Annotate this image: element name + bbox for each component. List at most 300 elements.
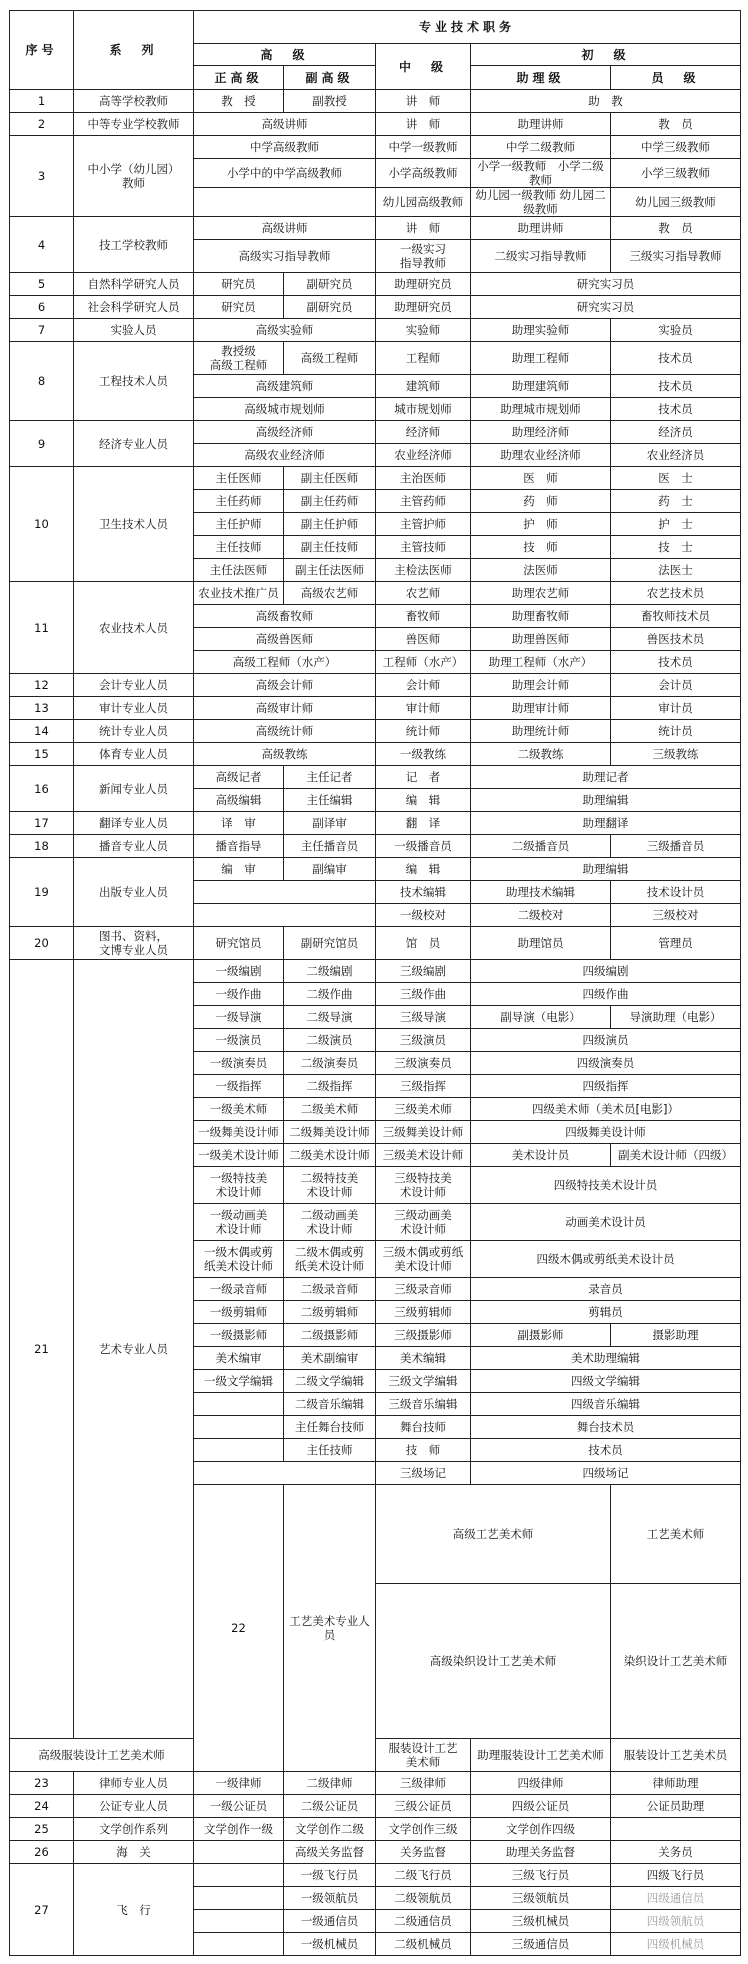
table-cell: 文学创作四级 (471, 1818, 611, 1841)
table-cell: 统计专业人员 (74, 720, 194, 743)
table-cell: 四级木偶或剪纸美术设计员 (471, 1241, 741, 1278)
table-cell: 飞 行 (74, 1864, 194, 1956)
table-cell: 副研究员 (284, 273, 376, 296)
table-cell: 海 关 (74, 1841, 194, 1864)
table-cell: 三级剪辑师 (376, 1301, 471, 1324)
header-senior: 高 级 (194, 44, 376, 66)
table-cell: 工艺美术师 (611, 1485, 741, 1584)
table-cell: 高级服装设计工艺美术师 (10, 1739, 194, 1772)
table-cell: 服装设计工艺美术员 (611, 1739, 741, 1772)
table-cell: 三级编剧 (376, 960, 471, 983)
table-cell: 高级讲师 (194, 217, 376, 240)
table-cell: 高级建筑师 (194, 375, 376, 398)
table-cell: 播音指导 (194, 835, 284, 858)
table-cell: 教 员 (611, 217, 741, 240)
table-cell: 三级演员 (376, 1029, 471, 1052)
table-cell: 高级农业经济师 (194, 444, 376, 467)
table-cell: 四级领航员 (611, 1910, 741, 1933)
table-cell: 技 士 (611, 536, 741, 559)
table-cell: 主检法医师 (376, 559, 471, 582)
table-row (10, 1841, 741, 1864)
table-cell: 幼儿园高级教师 (376, 188, 471, 217)
table-cell: 中学高级教师 (194, 136, 376, 159)
table-cell: 二级播音员 (471, 835, 611, 858)
table-cell: 三级音乐编辑 (376, 1393, 471, 1416)
table-cell: 高级审计师 (194, 697, 376, 720)
table-cell: 三级播音员 (611, 835, 741, 858)
table-cell: 四级场记 (471, 1462, 741, 1485)
table-cell: 技 师 (376, 1439, 471, 1462)
table-cell: 副研究员 (284, 296, 376, 319)
table-cell: 高级关务监督 (284, 1841, 376, 1864)
table-cell: 一级导演 (194, 1006, 284, 1029)
table-cell: 高级教练 (194, 743, 376, 766)
table-cell: 二级特技美 术设计师 (284, 1167, 376, 1204)
table-cell: 会计专业人员 (74, 674, 194, 697)
table-cell: 助理服装设计工艺美术师 (471, 1739, 611, 1772)
table-cell: 馆 员 (376, 927, 471, 960)
table-cell: 20 (10, 927, 74, 960)
header-staff: 员 级 (611, 66, 741, 90)
table-cell: 二级舞美设计师 (284, 1121, 376, 1144)
header-middle: 中 级 (376, 44, 471, 90)
table-cell: 一级律师 (194, 1772, 284, 1795)
table-cell: 三级校对 (611, 904, 741, 927)
table-cell: 副摄影师 (471, 1324, 611, 1347)
table-row (10, 720, 741, 743)
table-cell: 二级文学编辑 (284, 1370, 376, 1393)
table-cell: 一级校对 (376, 904, 471, 927)
table-cell (194, 904, 376, 927)
table-cell: 四级飞行员 (611, 1864, 741, 1887)
table-cell: 三级录音师 (376, 1278, 471, 1301)
table-cell: 染织设计工艺美术师 (611, 1584, 741, 1739)
table-cell: 中学三级教师 (611, 136, 741, 159)
table-cell: 高级染织设计工艺美术师 (376, 1584, 611, 1739)
table-cell: 助理关务监督 (471, 1841, 611, 1864)
table-cell: 教 员 (611, 113, 741, 136)
table-row (10, 467, 741, 490)
table-cell: 6 (10, 296, 74, 319)
table-cell (194, 1910, 284, 1933)
table-cell: 四级编剧 (471, 960, 741, 983)
table-cell: 一级公证员 (194, 1795, 284, 1818)
table-cell: 工艺美术专业人员 (284, 1485, 376, 1772)
table-cell: 副主任医师 (284, 467, 376, 490)
table-row (10, 1795, 741, 1818)
header-assistant: 助理级 (471, 66, 611, 90)
table-row (10, 812, 741, 835)
table-cell: 一级实习 指导教师 (376, 240, 471, 273)
table-cell: 一级指挥 (194, 1075, 284, 1098)
header-deputy-senior: 副高级 (284, 66, 376, 90)
table-cell: 10 (10, 467, 74, 582)
table-cell: 卫生技术人员 (74, 467, 194, 582)
table-row (10, 1818, 741, 1841)
table-cell: 一级教练 (376, 743, 471, 766)
table-cell: 二级通信员 (376, 1910, 471, 1933)
table-cell: 讲 师 (376, 217, 471, 240)
table-cell: 三级场记 (376, 1462, 471, 1485)
table-cell: 助理记者 (471, 766, 741, 789)
table-cell: 一级美术师 (194, 1098, 284, 1121)
table-row (10, 766, 741, 789)
table-cell: 实验人员 (74, 319, 194, 342)
table-cell: 一级特技美 术设计师 (194, 1167, 284, 1204)
professional-title-table (9, 10, 741, 1956)
table-cell: 二级剪辑师 (284, 1301, 376, 1324)
table-cell: 小学三级教师 (611, 159, 741, 188)
table-cell: 农业经济员 (611, 444, 741, 467)
table-cell: 四级文学编辑 (471, 1370, 741, 1393)
table-cell: 四级公证员 (471, 1795, 611, 1818)
table-cell: 实验员 (611, 319, 741, 342)
table-row (10, 582, 741, 605)
table-row (10, 319, 741, 342)
table-cell (194, 1462, 376, 1485)
table-cell: 15 (10, 743, 74, 766)
table-cell: 教授级 高级工程师 (194, 342, 284, 375)
table-cell: 中学一级教师 (376, 136, 471, 159)
table-cell: 高级讲师 (194, 113, 376, 136)
table-cell: 一级动画美 术设计师 (194, 1204, 284, 1241)
table-row (10, 927, 741, 960)
table-cell: 助理研究员 (376, 273, 471, 296)
table-cell: 高级工艺美术师 (376, 1485, 611, 1584)
table-cell: 19 (10, 858, 74, 927)
table-row (10, 858, 741, 881)
table-cell: 美术编审 (194, 1347, 284, 1370)
table-cell: 播音专业人员 (74, 835, 194, 858)
table-cell: 四级演奏员 (471, 1052, 741, 1075)
table-cell: 教 授 (194, 90, 284, 113)
table-cell: 高级编辑 (194, 789, 284, 812)
table-cell: 研究员 (194, 296, 284, 319)
table-cell: 讲 师 (376, 90, 471, 113)
table-cell: 畜牧师 (376, 605, 471, 628)
table-cell: 二级教练 (471, 743, 611, 766)
table-cell: 主任技师 (194, 536, 284, 559)
table-cell: 高级城市规划师 (194, 398, 376, 421)
table-row (10, 113, 741, 136)
table-cell: 四级音乐编辑 (471, 1393, 741, 1416)
table-cell: 一级美术设计师 (194, 1144, 284, 1167)
table-cell: 翻 译 (376, 812, 471, 835)
table-cell: 文学创作一级 (194, 1818, 284, 1841)
header-junior: 初 级 (471, 44, 741, 66)
table-cell: 出版专业人员 (74, 858, 194, 927)
table-cell: 二级律师 (284, 1772, 376, 1795)
table-cell: 美术助理编辑 (471, 1347, 741, 1370)
table-row (10, 90, 741, 113)
table-cell: 农艺技术员 (611, 582, 741, 605)
table-cell: 二级美术设计师 (284, 1144, 376, 1167)
table-cell: 律师助理 (611, 1772, 741, 1795)
table-row (10, 342, 741, 375)
table-cell: 农业经济师 (376, 444, 471, 467)
table-cell: 高级统计师 (194, 720, 376, 743)
table-cell: 二级领航员 (376, 1887, 471, 1910)
table-cell: 技术员 (471, 1439, 741, 1462)
table-cell: 律师专业人员 (74, 1772, 194, 1795)
table-cell: 研究馆员 (194, 927, 284, 960)
table-cell: 编 审 (194, 858, 284, 881)
table-cell (194, 1393, 284, 1416)
table-cell: 农业技术人员 (74, 582, 194, 674)
table-cell: 2 (10, 113, 74, 136)
table-cell: 法医士 (611, 559, 741, 582)
table-cell: 一级演奏员 (194, 1052, 284, 1075)
table-cell: 审计员 (611, 697, 741, 720)
table-cell: 实验师 (376, 319, 471, 342)
table-cell (611, 1818, 741, 1841)
table-cell: 高级会计师 (194, 674, 376, 697)
table-cell: 兽医技术员 (611, 628, 741, 651)
table-cell: 经济师 (376, 421, 471, 444)
table-cell: 助理建筑师 (471, 375, 611, 398)
table-cell: 三级动画美 术设计师 (376, 1204, 471, 1241)
table-cell: 四级通信员 (611, 1887, 741, 1910)
table-cell: 副主任药师 (284, 490, 376, 513)
table-cell (194, 1439, 284, 1462)
header-series: 系 列 (74, 11, 194, 90)
table-cell: 中学二级教师 (471, 136, 611, 159)
table-cell: 三级指挥 (376, 1075, 471, 1098)
table-cell: 小学高级教师 (376, 159, 471, 188)
table-cell: 技术编辑 (376, 881, 471, 904)
table-cell: 助理讲师 (471, 217, 611, 240)
table-cell: 医 师 (471, 467, 611, 490)
table-cell (194, 1864, 284, 1887)
table-cell: 助理翻译 (471, 812, 741, 835)
table-cell: 工程技术人员 (74, 342, 194, 421)
table-cell: 27 (10, 1864, 74, 1956)
table-cell: 7 (10, 319, 74, 342)
table-cell: 公证员助理 (611, 1795, 741, 1818)
table-cell: 三级飞行员 (471, 1864, 611, 1887)
table-row (10, 273, 741, 296)
table-cell: 13 (10, 697, 74, 720)
table-cell: 二级木偶或剪 纸美术设计师 (284, 1241, 376, 1278)
table-cell (194, 1887, 284, 1910)
table-cell: 23 (10, 1772, 74, 1795)
table-cell: 美术副编审 (284, 1347, 376, 1370)
table-cell: 助理审计师 (471, 697, 611, 720)
table-cell: 小学一级教师 小学二级教师 (471, 159, 611, 188)
table-cell: 社会科学研究人员 (74, 296, 194, 319)
table-cell: 主治医师 (376, 467, 471, 490)
table-cell: 主任医师 (194, 467, 284, 490)
table-cell: 三级机械员 (471, 1910, 611, 1933)
table-cell: 护 师 (471, 513, 611, 536)
table-cell: 主管药师 (376, 490, 471, 513)
table-cell: 二级指挥 (284, 1075, 376, 1098)
table-cell: 编 辑 (376, 858, 471, 881)
table-cell: 三级导演 (376, 1006, 471, 1029)
table-cell: 药 师 (471, 490, 611, 513)
table-cell: 兽医师 (376, 628, 471, 651)
table-cell: 图书、资料， 文博专业人员 (74, 927, 194, 960)
table-cell: 副教授 (284, 90, 376, 113)
table-body (10, 90, 741, 1956)
table-cell: 助理农艺师 (471, 582, 611, 605)
table-cell: 四级律师 (471, 1772, 611, 1795)
table-cell: 工程师 (376, 342, 471, 375)
table-cell: 经济员 (611, 421, 741, 444)
table-cell: 编 辑 (376, 789, 471, 812)
table-cell: 二级音乐编辑 (284, 1393, 376, 1416)
table-cell: 一级播音员 (376, 835, 471, 858)
table-cell: 统计员 (611, 720, 741, 743)
table-cell: 三级公证员 (376, 1795, 471, 1818)
table-cell: 录音员 (471, 1278, 741, 1301)
table-cell: 艺术专业人员 (74, 960, 194, 1739)
table-row (10, 835, 741, 858)
table-cell: 关务员 (611, 1841, 741, 1864)
table-cell: 17 (10, 812, 74, 835)
table-cell: 公证专业人员 (74, 1795, 194, 1818)
table-cell: 工程师（水产） (376, 651, 471, 674)
table-row (10, 674, 741, 697)
table-cell: 二级编剧 (284, 960, 376, 983)
table-cell: 副美术设计师（四级） (611, 1144, 741, 1167)
table-cell: 法医师 (471, 559, 611, 582)
table-cell: 高级实习指导教师 (194, 240, 376, 273)
table-cell: 体育专业人员 (74, 743, 194, 766)
table-cell: 三级实习指导教师 (611, 240, 741, 273)
table-cell: 16 (10, 766, 74, 812)
table-cell: 助理编辑 (471, 858, 741, 881)
table-cell: 副主任护师 (284, 513, 376, 536)
table-cell: 高级农艺师 (284, 582, 376, 605)
table-cell: 审计师 (376, 697, 471, 720)
table-cell: 一级编剧 (194, 960, 284, 983)
table-cell: 二级动画美 术设计师 (284, 1204, 376, 1241)
table-cell: 三级通信员 (471, 1933, 611, 1956)
table-cell (194, 881, 376, 904)
table-cell: 25 (10, 1818, 74, 1841)
table-cell: 技术员 (611, 375, 741, 398)
table-cell: 一级录音师 (194, 1278, 284, 1301)
table-cell: 导演助理（电影） (611, 1006, 741, 1029)
table-cell: 记 者 (376, 766, 471, 789)
table-cell: 医 士 (611, 467, 741, 490)
table-cell: 一级文学编辑 (194, 1370, 284, 1393)
table-cell: 二级录音师 (284, 1278, 376, 1301)
table-cell: 21 (10, 960, 74, 1739)
table-cell: 审计专业人员 (74, 697, 194, 720)
table-cell: 高级工程师 (284, 342, 376, 375)
table-cell: 一级木偶或剪 纸美术设计师 (194, 1241, 284, 1278)
table-cell: 助理馆员 (471, 927, 611, 960)
table-cell: 主任播音员 (284, 835, 376, 858)
table-cell: 副译审 (284, 812, 376, 835)
table-cell: 三级作曲 (376, 983, 471, 1006)
table-cell: 助理畜牧师 (471, 605, 611, 628)
table-cell: 三级律师 (376, 1772, 471, 1795)
table-cell: 助理讲师 (471, 113, 611, 136)
table-cell: 24 (10, 1795, 74, 1818)
table-cell: 主任药师 (194, 490, 284, 513)
table-cell: 11 (10, 582, 74, 674)
table-cell: 一级剪辑师 (194, 1301, 284, 1324)
table-cell: 二级演员 (284, 1029, 376, 1052)
table-cell: 会计师 (376, 674, 471, 697)
table-cell: 三级舞美设计师 (376, 1121, 471, 1144)
table-row (10, 296, 741, 319)
table-cell: 四级指挥 (471, 1075, 741, 1098)
table-cell: 关务监督 (376, 1841, 471, 1864)
table-cell: 主任法医师 (194, 559, 284, 582)
table-cell: 助理技术编辑 (471, 881, 611, 904)
table-cell: 一级通信员 (284, 1910, 376, 1933)
table-cell: 22 (194, 1485, 284, 1772)
table-cell: 高级兽医师 (194, 628, 376, 651)
table-cell: 管理员 (611, 927, 741, 960)
table-cell: 助 教 (471, 90, 741, 113)
table-cell: 5 (10, 273, 74, 296)
table-cell: 副导演（电影） (471, 1006, 611, 1029)
table-cell: 助理统计师 (471, 720, 611, 743)
table-cell: 三级摄影师 (376, 1324, 471, 1347)
table-cell: 统计师 (376, 720, 471, 743)
table-cell: 技术员 (611, 651, 741, 674)
table-cell: 三级美术师 (376, 1098, 471, 1121)
table-cell: 8 (10, 342, 74, 421)
table-cell: 三级演奏员 (376, 1052, 471, 1075)
table-cell: 主管护师 (376, 513, 471, 536)
table-cell: 高级经济师 (194, 421, 376, 444)
table-cell: 技术员 (611, 342, 741, 375)
table-cell: 一级摄影师 (194, 1324, 284, 1347)
table-cell: 技术员 (611, 398, 741, 421)
table-cell: 动画美术设计员 (471, 1204, 741, 1241)
table-cell: 畜牧师技术员 (611, 605, 741, 628)
table-cell: 二级校对 (471, 904, 611, 927)
table-cell: 18 (10, 835, 74, 858)
table-cell: 三级文学编辑 (376, 1370, 471, 1393)
table-cell: 四级舞美设计师 (471, 1121, 741, 1144)
table-cell: 副编审 (284, 858, 376, 881)
table-cell: 主管技师 (376, 536, 471, 559)
table-cell: 9 (10, 421, 74, 467)
table-cell: 3 (10, 136, 74, 217)
table-cell: 助理工程师 (471, 342, 611, 375)
table-cell: 助理会计师 (471, 674, 611, 697)
table-cell: 四级美术师（美术员[电影]） (471, 1098, 741, 1121)
table-cell: 中小学（幼儿园） 教师 (74, 136, 194, 217)
table-cell: 四级特技美术设计员 (471, 1167, 741, 1204)
table-row (10, 697, 741, 720)
table-cell: 剪辑员 (471, 1301, 741, 1324)
table-cell: 一级舞美设计师 (194, 1121, 284, 1144)
table-cell: 文学创作三级 (376, 1818, 471, 1841)
table-row (10, 1772, 741, 1795)
table-cell: 文学创作系列 (74, 1818, 194, 1841)
table-cell: 技工学校教师 (74, 217, 194, 273)
table-row (10, 136, 741, 159)
table-cell: 助理工程师（水产） (471, 651, 611, 674)
table-cell: 26 (10, 1841, 74, 1864)
table-cell: 三级教练 (611, 743, 741, 766)
table-cell: 幼儿园一级教师 幼儿园二级教师 (471, 188, 611, 217)
table-row (10, 421, 741, 444)
table-cell: 副主任法医师 (284, 559, 376, 582)
table-cell (194, 1841, 284, 1864)
table-cell: 二级摄影师 (284, 1324, 376, 1347)
table-cell: 舞台技师 (376, 1416, 471, 1439)
table-cell: 农业技术推广员 (194, 582, 284, 605)
